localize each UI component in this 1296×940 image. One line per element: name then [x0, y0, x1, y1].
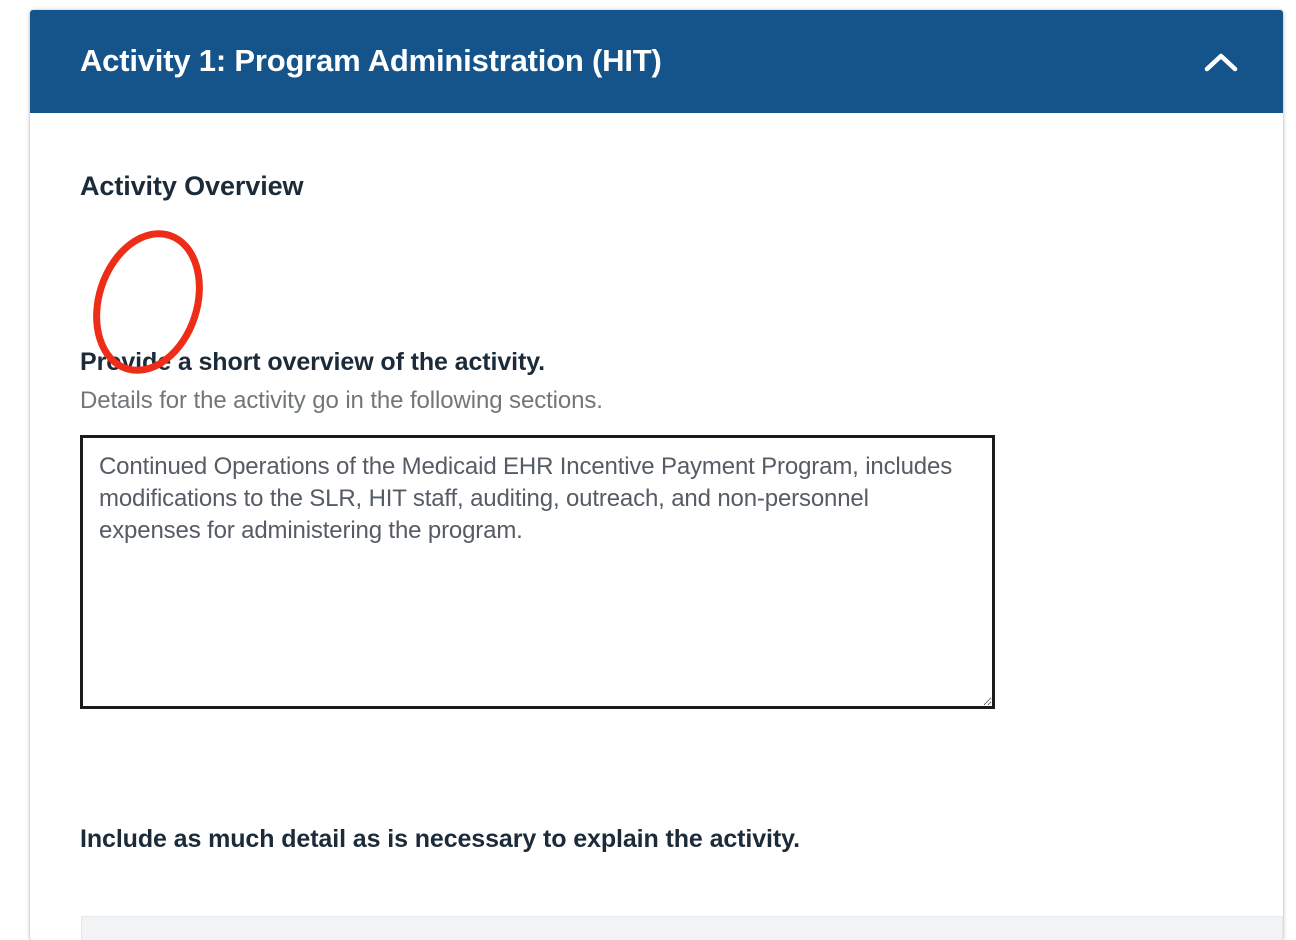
overview-field-group [80, 348, 1080, 709]
rich-text-editor-toolbar[interactable] [81, 916, 1283, 940]
activity-card-body [30, 113, 1283, 940]
overview-field-hint: Details for the activity go in the following sections. [80, 386, 603, 414]
overview-field-label: Provide a short overview of the activity. [80, 348, 546, 376]
activity-card [30, 10, 1283, 940]
detail-field-label: Include as much detail as is necessary to explain the activity. [80, 825, 800, 853]
activity-overview-heading: Activity Overview [80, 171, 304, 201]
chevron-up-icon [1204, 51, 1238, 73]
page-title: Activity 1: Program Administration (HIT) [80, 43, 662, 79]
collapse-toggle-button[interactable] [1199, 40, 1243, 84]
overview-textarea[interactable] [80, 435, 995, 709]
activity-card-header[interactable] [30, 10, 1283, 113]
